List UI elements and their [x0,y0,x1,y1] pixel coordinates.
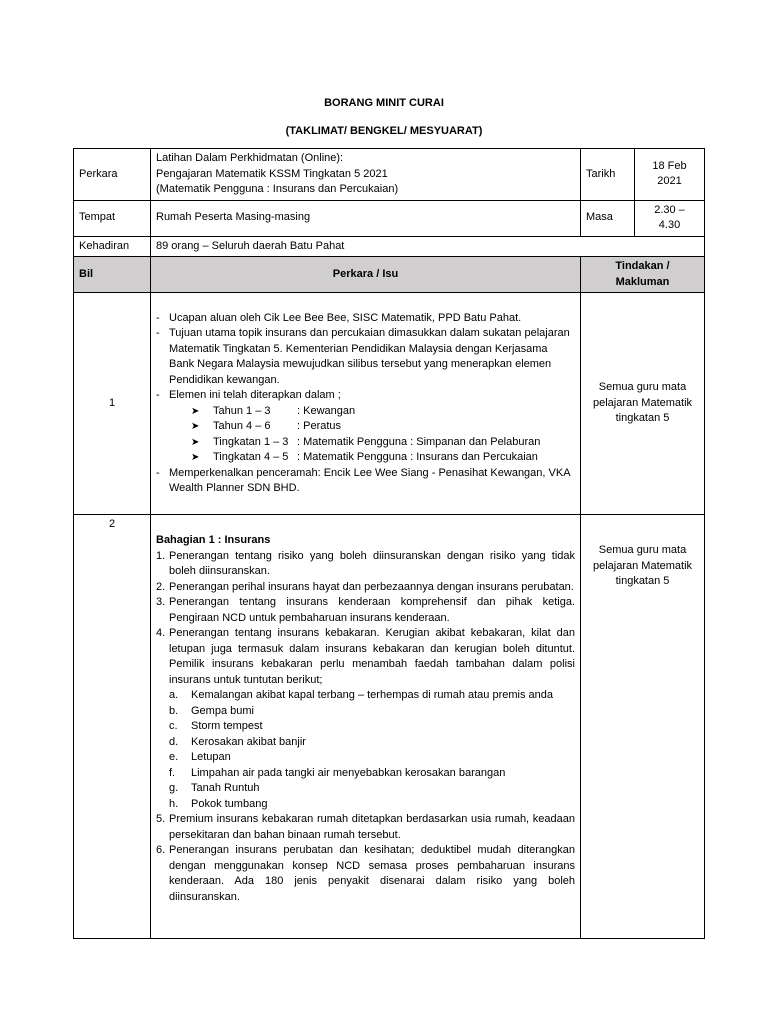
perkara-isu-cell [151,293,581,515]
list-item: - Tujuan utama topik insurans dan percukaian dimasukkan dalam sukatan pelajaran Matematik Tingkatan 5. Kementerian Pendidikan Malaysia dengan Kerjasama Bank Negara Malaysia mewujudkan silibus tersebut yang menerapkan elemen Pendidikan kewangan. [156,326,575,388]
masa-line: 2.30 – [654,203,685,216]
tempat-value: Rumah Peserta Masing-masing [151,200,581,236]
numbered-list [156,549,575,906]
item-number: 2. [156,580,166,593]
list-item-text: Elemen ini telah diterapkan dalam ; [169,389,341,401]
item-text: Kemalangan akibat kapal terbang – terhempas di rumah atau premis anda [191,689,554,701]
item-text: Tanah Runtuh [191,782,260,794]
table-row [74,515,705,939]
perkara-value [151,149,581,201]
item-number: 4. [156,627,166,639]
form-subtitle: (TAKLIMAT/ BENGKEL/ MESYUARAT) [285,125,483,137]
item-text: Penerangan tentang insurans kebakaran. Kerugian akibat kebakaran, kilat dan letupan juga termasuk dalam insurans kebakaran dan kerugian boleh dituntut. Pemilik insurans kebakaran perlu menambah faedah tambahan dalam polisi insurans untuk tuntutan berikut; [169,627,575,686]
tarikh-line: 2021 [657,175,682,188]
item-letter: a. [169,689,179,701]
item-text: Penerangan insurans perubatan dan kesihatan; deduktibel mudah diterangkan dengan menggunakan konsep NCD semasa proses pembaharuan insurans kenderaan. Ada 180 jenis penyakit disenarai dalam risiko yang boleh diinsuranskan. [169,844,575,903]
item-text: Premium insurans kebakaran rumah ditetapkan berdasarkan usia rumah, keadaan persekitaran dan bahan binaan rumah tersebut. [169,813,575,841]
item-text: Letupan [191,751,231,763]
tarikh-label: Tarikh [581,149,635,201]
list-item: - Ucapan aluan oleh Cik Lee Bee Bee, SISC Matematik, PPD Batu Pahat. [156,311,575,327]
item-number: 1. [156,549,166,562]
list-item [169,781,575,797]
item-letter: c. [169,720,178,732]
arrow-bullet-icon: ➤ [191,421,200,432]
tarikh-value [635,149,705,201]
level-value: : Peratus [297,420,342,432]
item-letter: g. [169,782,179,794]
list-item [169,766,575,782]
kehadiran-label: Kehadiran [74,236,151,257]
list-item [156,812,575,843]
lettered-list [169,688,575,812]
item-text: Penerangan tentang insurans kenderaan komprehensif dan pihak ketiga. Pengiraan NCD untuk pembaharuan insurans kenderaan. [169,596,575,624]
list-item [169,719,575,735]
form-title: BORANG MINIT CURAI [324,97,444,109]
item-letter: b. [169,704,179,717]
item-number: 5. [156,813,166,825]
masa-label: Masa [581,200,635,236]
tindakan-header-line: Makluman [615,275,670,288]
list-item [169,735,575,751]
perkara-isu-cell [151,515,581,939]
level-value: : Matematik Pengguna : Insurans dan Percukaian [297,451,538,463]
arrow-list [169,404,575,466]
tindakan-header-line: Tindakan / [615,260,670,272]
item-number: 3. [156,596,166,608]
dash-list [156,311,575,497]
masa-line: 4.30 [658,219,681,231]
list-item [156,843,575,905]
perkara-row [74,149,705,201]
level-label: Tahun 4 – 6 [213,420,271,432]
list-item [156,580,575,596]
item-letter: d. [169,735,179,748]
level-value: : Kewangan [297,404,356,417]
kehadiran-row [74,236,705,257]
arrow-bullet-icon: ➤ [191,405,200,417]
bil-cell: 2 [74,515,151,939]
tempat-row [74,200,705,236]
section-heading: Bahagian 1 : Insurans [156,534,271,546]
tempat-label: Tempat [74,200,151,236]
tindakan-cell: Semua guru mata pelajaran Matematik tingkatan 5 [581,515,705,939]
item-text: Penerangan perihal insurans hayat dan perbezaannya dengan insurans perubatan. [169,580,574,593]
tindakan-cell: Semua guru mata pelajaran Matematik tingkatan 5 [581,293,705,515]
list-item [156,626,575,812]
list-item [169,797,575,813]
item-text: Storm tempest [191,720,263,732]
list-item [156,388,575,466]
list-item [191,450,575,466]
perkara-label: Perkara [74,149,151,201]
item-text: Penerangan tentang risiko yang boleh diinsuranskan dengan risiko yang tidak boleh diinsuranskan. [169,549,575,577]
level-label: Tahun 1 – 3 [213,404,271,417]
arrow-bullet-icon: ➤ [191,452,200,463]
bil-cell: 1 [74,293,151,515]
tindakan-header [581,257,705,293]
item-text: Gempa bumi [191,704,254,717]
masa-value [635,200,705,236]
item-letter: h. [169,797,179,810]
list-item [191,435,575,451]
perkara-line: Pengajaran Matematik KSSM Tingkatan 5 2021 [156,167,388,180]
list-item [169,704,575,720]
table-row [74,293,705,515]
item-letter: f. [169,766,176,779]
list-item [191,404,575,420]
item-letter: e. [169,751,179,763]
level-label: Tingkatan 1 – 3 [213,435,289,448]
item-text: Limpahan air pada tangki air menyebabkan kerosakan barangan [191,766,506,779]
list-item [156,549,575,580]
list-item [169,688,575,704]
bil-header: Bil [74,257,151,293]
list-item [156,595,575,626]
perkara-isu-header: Perkara / Isu [151,257,581,293]
kehadiran-value: 89 orang – Seluruh daerah Batu Pahat [151,236,705,257]
level-label: Tingkatan 4 – 5 [213,451,289,463]
item-text: Kerosakan akibat banjir [191,735,306,748]
arrow-bullet-icon: ➤ [191,436,200,448]
tarikh-line: 18 Feb [652,159,687,172]
item-number: 6. [156,844,166,856]
list-item [191,419,575,435]
perkara-line: Latihan Dalam Perkhidmatan (Online): [156,152,344,164]
item-text: Pokok tumbang [191,797,268,810]
perkara-line: (Matematik Pengguna : Insurans dan Percukaian) [156,183,399,195]
list-item: - Memperkenalkan penceramah: Encik Lee Wee Siang - Penasihat Kewangan, VKA Wealth Planner SDN BHD. [156,466,575,497]
table-header-row [74,257,705,293]
list-item [169,750,575,766]
minutes-table [73,148,705,939]
level-value: : Matematik Pengguna : Simpanan dan Pelaburan [297,435,541,448]
